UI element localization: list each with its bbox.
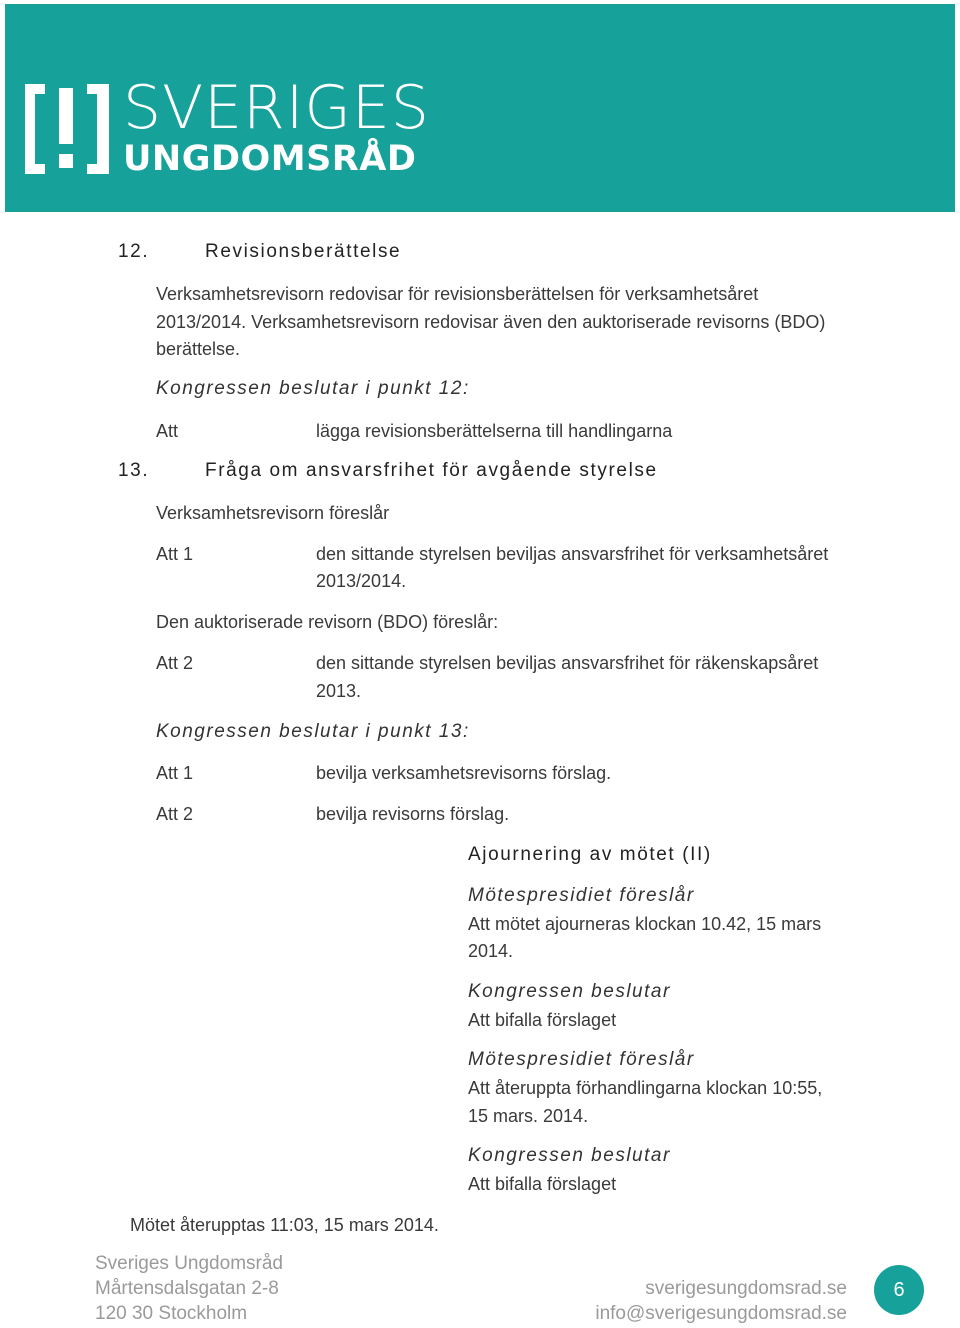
logo-mark bbox=[23, 82, 115, 176]
logo-line-2: UNGDOMSRÅD bbox=[123, 139, 417, 179]
footer-org: Sveriges Ungdomsråd bbox=[95, 1253, 283, 1274]
section-12-decision-label: Att bbox=[156, 421, 179, 441]
section-12-number: 12. bbox=[118, 241, 150, 262]
section-12-title: Revisionsberättelse bbox=[205, 241, 402, 262]
section-13-proposer-1: Verksamhetsrevisorn föreslår bbox=[156, 503, 390, 523]
header-band bbox=[5, 4, 955, 212]
adjournment-block-3-line: 15 mars. 2014. bbox=[468, 1106, 589, 1126]
section-13-decision-label: Att 2 bbox=[156, 804, 194, 824]
footer-street: Mårtensdalsgatan 2-8 bbox=[95, 1278, 279, 1299]
adjournment-block-3-heading: Mötespresidiet föreslår bbox=[468, 1049, 695, 1070]
adjournment-block-4-heading: Kongressen beslutar bbox=[468, 1145, 671, 1166]
adjournment-block-3-line: Att återuppta förhandlingarna klockan 10:55, bbox=[468, 1078, 823, 1098]
section-12-para-line: 2013/2014. Verksamhetsrevisorn redovisar även den auktoriserade revisorns (BDO) bbox=[156, 312, 826, 332]
adjournment-block-1-line: Att mötet ajourneras klockan 10.42, 15 mars bbox=[468, 914, 822, 934]
section-13-item-2-line: 2013. bbox=[316, 681, 362, 701]
adjournment-title: Ajournering av mötet (II) bbox=[468, 844, 712, 865]
page-number-badge: 6 bbox=[874, 1265, 924, 1315]
section-13-number: 13. bbox=[118, 460, 150, 481]
section-12-decision-text: lägga revisionsberättelserna till handlingarna bbox=[316, 421, 673, 441]
footer-website-link[interactable]: sverigesungdomsrad.se bbox=[645, 1278, 847, 1299]
adjournment-block-1-line: 2014. bbox=[468, 941, 514, 961]
adjournment-block-1-heading: Mötespresidiet föreslår bbox=[468, 885, 695, 906]
section-13-decision-text: bevilja revisorns förslag. bbox=[316, 804, 510, 824]
section-12-decision-heading: Kongressen beslutar i punkt 12: bbox=[156, 378, 470, 399]
section-13-decision-label: Att 1 bbox=[156, 763, 194, 783]
section-13-item-2-line: den sittande styrelsen beviljas ansvarsfrihet för räkenskapsåret bbox=[316, 653, 819, 673]
section-12-para-line: Verksamhetsrevisorn redovisar för revisionsberättelsen för verksamhetsåret bbox=[156, 284, 759, 304]
section-13-title: Fråga om ansvarsfrihet för avgående styrelse bbox=[205, 460, 658, 481]
footer-city: 120 30 Stockholm bbox=[95, 1303, 248, 1324]
section-13-proposer-2: Den auktoriserade revisorn (BDO) föreslår: bbox=[156, 612, 499, 632]
meeting-resumed-note: Mötet återupptas 11:03, 15 mars 2014. bbox=[130, 1215, 439, 1235]
footer-email-link[interactable]: info@sverigesungdomsrad.se bbox=[595, 1303, 847, 1324]
section-12-para-line: berättelse. bbox=[156, 339, 241, 359]
adjournment-block-4-text: Att bifalla förslaget bbox=[468, 1174, 617, 1194]
section-13-item-1-label: Att 1 bbox=[156, 544, 194, 564]
logo-line-1: SVERIGES bbox=[123, 73, 430, 143]
section-13-item-1-line: den sittande styrelsen beviljas ansvarsfrihet för verksamhetsåret bbox=[316, 544, 829, 564]
section-13-decision-heading: Kongressen beslutar i punkt 13: bbox=[156, 721, 470, 742]
adjournment-block-2-text: Att bifalla förslaget bbox=[468, 1010, 617, 1030]
section-13-item-2-label: Att 2 bbox=[156, 653, 194, 673]
adjournment-block-2-heading: Kongressen beslutar bbox=[468, 981, 671, 1002]
section-13-decision-text: bevilja verksamhetsrevisorns förslag. bbox=[316, 763, 612, 783]
section-13-item-1-line: 2013/2014. bbox=[316, 571, 407, 591]
